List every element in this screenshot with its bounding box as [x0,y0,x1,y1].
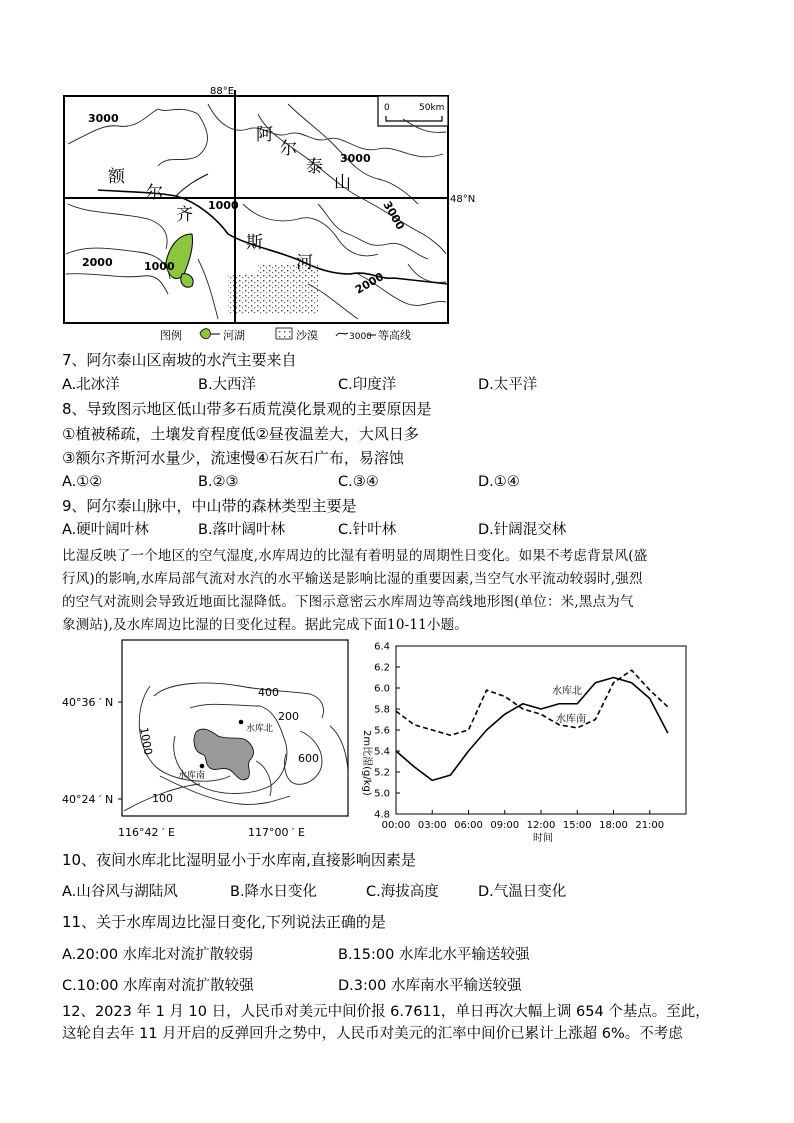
q11-option-a[interactable]: A.20:00 水库北对流扩散较弱 [62,947,254,963]
contour-label: 2000 [82,256,113,269]
q9-option-a[interactable]: A.硬叶阔叶林 [62,522,149,538]
legend-contour: 等高线 [378,329,411,342]
scale-end: 50km [419,103,445,113]
place-char: 泰 [306,157,323,177]
q8-option-b[interactable]: B.②③ [198,474,239,490]
contour-label: 3000 [88,112,119,125]
humidity-chart [352,636,692,846]
passage-line: 象测站),及水库周边比湿的日变化过程。据此完成下面10-11小题。 [62,617,469,633]
passage [62,545,742,637]
y-tick-label: 4.8 [374,809,390,821]
y-tick-label: 5.0 [374,788,390,800]
q7-stem: 7、阿尔泰山区南坡的水汽主要来自 [62,351,297,369]
q9-option-d[interactable]: D.针阔混交林 [478,522,567,538]
x-axis-label: 时间 [533,833,553,844]
x-tick-label: 09:00 [490,820,520,831]
contour-label: 200 [278,710,299,723]
contour-label: 2000 [353,270,387,297]
place-char: 山 [334,173,351,193]
q10-stem: 10、夜间水库北比湿明显小于水库南,直接影响因素是 [62,851,416,869]
series-label-north: 水库北 [552,686,582,697]
q10-option-b[interactable]: B.降水日变化 [230,884,318,900]
place-char: 河 [296,253,313,273]
q7-option-a[interactable]: A.北冰洋 [62,377,120,393]
lat-top-label: 40°36 ′ N [62,696,114,709]
x-tick-label: 00:00 [381,820,411,831]
lon-right-label: 117°00 ′ E [248,826,305,839]
legend-lake: 河湖 [223,329,245,342]
place-char: 斯 [246,233,263,253]
x-tick-label: 12:00 [526,820,556,831]
q10-option-d[interactable]: D.气温日变化 [478,884,567,900]
contour-label: 1000 [144,260,175,273]
y-tick-label: 6.4 [374,641,390,653]
q11-option-c[interactable]: C.10:00 水库南对流扩散较强 [62,978,254,994]
q9-stem: 9、阿尔泰山脉中，中山带的森林类型主要是 [62,497,357,515]
q11-stem: 11、关于水库周边比湿日变化,下列说法正确的是 [62,913,386,931]
series-label-south: 水库南 [556,714,586,725]
q9-option-b[interactable]: B.落叶阔叶林 [198,522,286,538]
contour-label: 400 [258,686,279,699]
y-tick-label: 5.2 [374,767,390,779]
altai-map [58,84,518,346]
place-char: 尔 [146,183,163,203]
x-tick-label: 15:00 [562,820,592,831]
q8-stem: 8、导致图示地区低山带多石质荒漠化景观的主要原因是 [62,400,432,418]
x-tick-label: 06:00 [454,820,483,831]
station-south-label: 水库南 [178,771,206,781]
x-tick-label: 18:00 [599,820,628,831]
lon-88-label: 88°E [210,86,235,97]
legend-desert: 沙漠 [296,329,318,342]
contour-label: 3000 [380,199,407,233]
legend-contour-value: 3000 [349,332,372,342]
q9-option-c[interactable]: C.针叶林 [338,522,397,538]
place-char: 阿 [256,125,273,145]
q7-option-b[interactable]: B.大西洋 [198,377,257,393]
contour-label: 600 [298,752,319,765]
passage-line: 比湿反映了一个地区的空气湿度,水库周边的比湿有着明显的周期性日变化。如果不考虑背景风(盛 [62,548,648,564]
contour-label: 1000 [137,726,155,757]
passage-line: 的空气对流则会导致近地面比湿降低。下图示意密云水库周边等高线地形图(单位：米,黑点为气 [62,594,634,610]
passage-line: 行风)的影响,水库局部气流对水汽的水平输送是影响比湿的重要因素,当空气水平流动较弱时,强烈 [62,571,643,587]
reservoir-map [60,636,360,844]
q8-option-a[interactable]: A.①② [62,474,103,490]
q12-line2: 这轮自去年 11 月开启的反弹回升之势中，人民币对美元的汇率中间价已累计上涨超 6%。不考虑 [62,1026,683,1042]
place-char: 齐 [176,205,193,225]
q8-line1: ①植被稀疏，土壤发育程度低②昼夜温差大，大风日多 [62,425,419,443]
q7-option-c[interactable]: C.印度洋 [338,377,397,393]
contour-label: 100 [152,792,173,805]
q11-option-d[interactable]: D.3:00 水库南水平输送较强 [338,978,522,994]
q12-line1: 12、2023 年 1 月 10 日，人民币对美元中间价报 6.7611，单日再次大幅上调 654 个基点。至此， [62,1004,710,1020]
q10-option-a[interactable]: A.山谷风与湖陆风 [62,884,178,900]
q11-option-b[interactable]: B.15:00 水库北水平输送较强 [338,947,530,963]
x-tick-label: 03:00 [417,820,447,831]
q7-option-d[interactable]: D.太平洋 [478,377,538,393]
station-north-label: 水库北 [246,724,274,734]
lat-48-label: 48°N [450,194,476,205]
legend-title: 图例 [160,329,182,342]
y-axis-label: 2m比湿(g/kg) [361,730,372,796]
contour-label: 3000 [340,152,371,165]
q8-line2: ③额尔齐斯河水量少，流速慢④石灰石广布，易溶蚀 [62,449,404,467]
y-tick-label: 5.4 [374,746,390,758]
q10-option-c[interactable]: C.海拔高度 [366,884,439,900]
q8-option-d[interactable]: D.①④ [478,474,520,490]
y-tick-label: 5.6 [374,725,390,737]
y-tick-label: 6.2 [374,662,390,674]
q8-option-c[interactable]: C.③④ [338,474,379,490]
place-char: 尔 [280,139,297,159]
y-tick-label: 5.8 [374,704,390,716]
x-tick-label: 21:00 [635,820,665,831]
lat-bottom-label: 40°24 ′ N [62,793,114,806]
y-tick-label: 6.0 [374,683,390,695]
contour-label: 1000 [208,199,239,212]
scale-zero: 0 [384,103,390,113]
lon-left-label: 116°42 ′ E [118,826,175,839]
place-char: 额 [108,167,125,187]
